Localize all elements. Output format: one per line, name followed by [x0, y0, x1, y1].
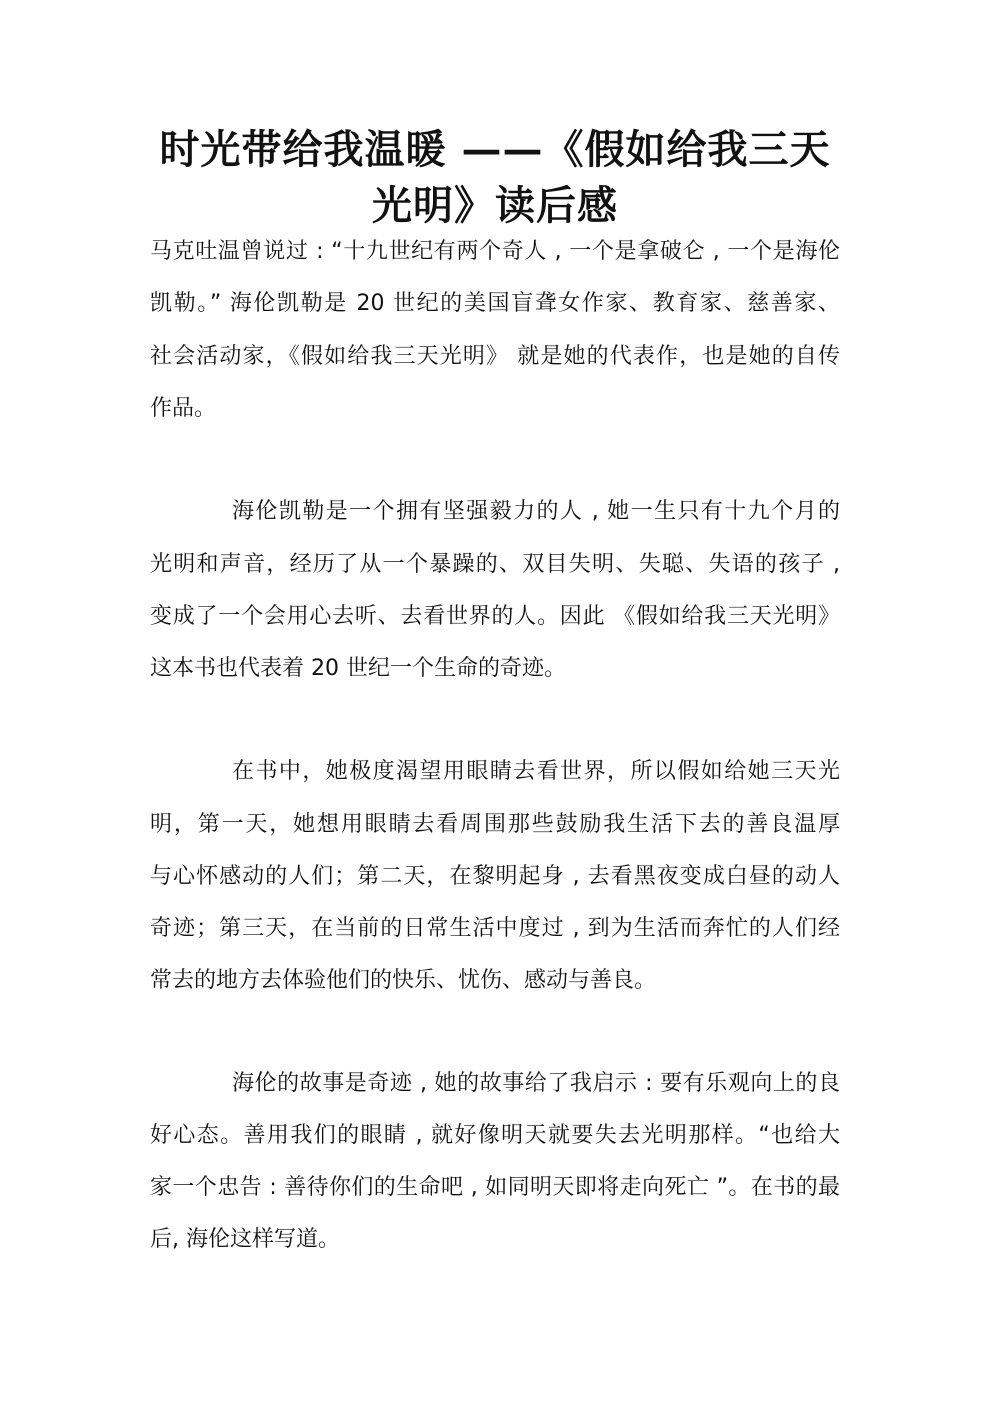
document-title	[150, 122, 840, 234]
text-line: 凯勒。” 海伦凯勒是 20 世纪的美国盲聋女作家、教育家、慈善家、	[150, 291, 840, 316]
text-line: 与心怀感动的人们；第二天，在黎明起身 , 去看黑夜变成白昼的动人	[150, 864, 840, 889]
text-line: 光明和声音，经历了从一个暴躁的、双目失明、失聪、失语的孩子 ,	[150, 552, 840, 577]
text-line: 海伦的故事是奇迹 , 她的故事给了我启示 : 要有乐观向上的良	[232, 1071, 840, 1096]
text-line: 海伦凯勒是一个拥有坚强毅力的人 , 她一生只有十九个月的	[232, 499, 840, 524]
text-line: 家一个忠告 : 善待你们的生命吧 , 如同明天即将走向死亡 ”。在书的最	[150, 1175, 840, 1200]
text-line: 变成了一个会用心去听、去看世界的人。因此 《假如给我三天光明》	[150, 604, 840, 629]
text-line: 作品。	[150, 396, 217, 421]
title-line-2: 光明》读后感	[372, 182, 618, 229]
text-line: 后, 海伦这样写道。	[150, 1227, 340, 1252]
text-line: 奇迹；第三天，在当前的日常生活中度过 , 到为生活而奔忙的人们经	[150, 916, 840, 941]
text-line: 社会活动家，《假如给我三天光明》 就是她的代表作，也是她的自传	[150, 344, 840, 369]
title-line-1: 时光带给我温暖 ——《假如给我三天	[159, 126, 831, 173]
text-line: 好心态。善用我们的眼睛 , 就好像明天就要失去光明那样。“也给大	[150, 1123, 840, 1148]
text-line: 这本书也代表着 20 世纪一个生命的奇迹。	[150, 656, 566, 681]
text-line: 常去的地方去体验他们的快乐、忧伤、感动与善良。	[150, 968, 657, 993]
text-line: 马克吐温曾说过 : “十九世纪有两个奇人 , 一个是拿破仑 , 一个是海伦	[150, 239, 840, 264]
text-line: 明，第一天，她想用眼睛去看周围那些鼓励我生活下去的善良温厚	[150, 812, 840, 837]
text-line: 在书中，她极度渴望用眼睛去看世界，所以假如给她三天光	[232, 759, 840, 784]
